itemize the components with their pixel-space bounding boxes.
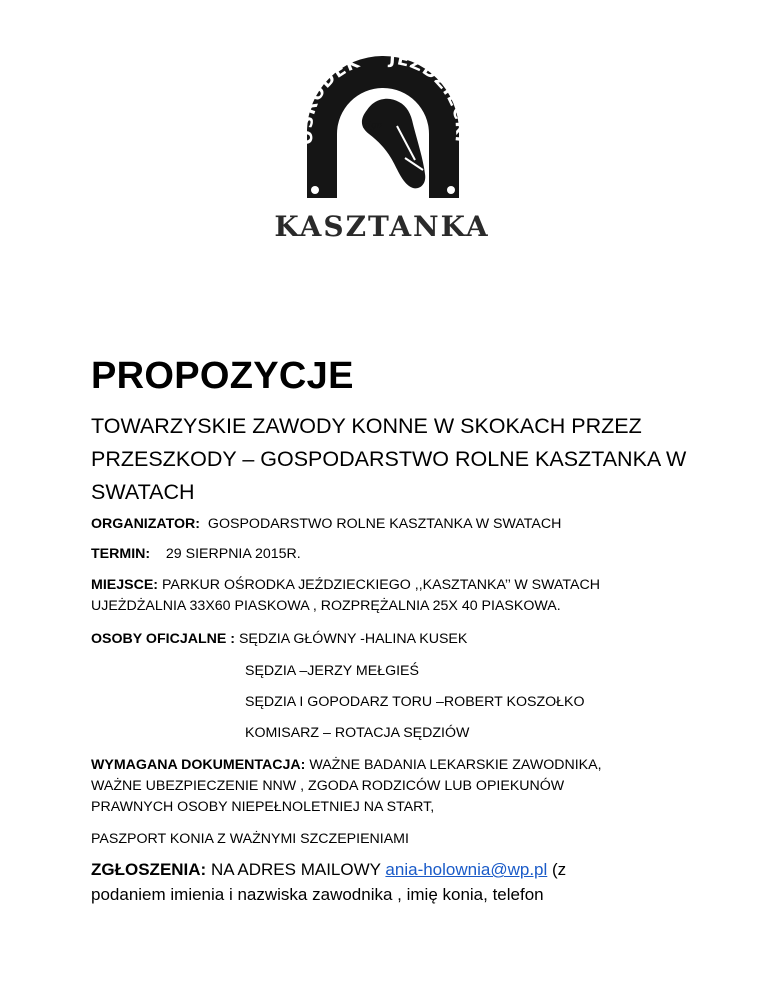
place-line xyxy=(91,575,600,596)
organizer-line xyxy=(91,514,561,535)
event-subtitle: TOWARZYSKIE ZAWODY KONNE W SKOKACH PRZEZ PRZESZKODY – GOSPODARSTWO ROLNE KASZTANKA W SWATACH xyxy=(91,414,687,504)
date-value: 29 SIERPNIA 2015R. xyxy=(165,546,301,562)
registration-line xyxy=(91,857,566,882)
documents-label: WYMAGANA DOKUMENTACJA: xyxy=(91,757,306,773)
official-item: SĘDZIA GŁÓWNY -HALINA KUSEK xyxy=(238,631,468,647)
email-link[interactable]: ania-holownia@wp.pl xyxy=(385,860,548,879)
place-value: PARKUR OŚRODKA JEŹDZIECKIEGO ,,KASZTANKA’’ W SWATACH xyxy=(161,577,600,593)
documents-line-2: WAŻNE UBEZPIECZENIE NNW , ZGODA RODZICÓW LUB OPIEKUNÓW xyxy=(91,778,565,794)
officials-label: OSOBY OFICJALNE : xyxy=(91,631,235,647)
organizer-value: GOSPODARSTWO ROLNE KASZTANKA W SWATACH xyxy=(207,516,562,532)
registration-after: (z xyxy=(552,860,567,879)
place-label: MIEJSCE: xyxy=(91,577,159,593)
horse-head-icon xyxy=(362,99,425,189)
documents-value: WAŻNE BADANIA LEKARSKIE ZAWODNIKA, xyxy=(309,757,602,773)
place-line-2: UJEŻDŻALNIA 33X60 PIASKOWA , ROZPRĘŻALNIA 25X 40 PIASKOWA. xyxy=(91,598,561,614)
logo-arc-left: OŚRODEK xyxy=(296,52,364,146)
date-line xyxy=(91,544,301,565)
registration-text: NA ADRES MAILOWY xyxy=(210,860,381,879)
svg-text:sign: sign xyxy=(363,121,383,131)
official-item: KOMISARZ – ROTACJA SĘDZIÓW xyxy=(245,725,470,741)
documents-line xyxy=(91,755,602,776)
official-item: SĘDZIA I GOPODARZ TORU –ROBERT KOSZOŁKO xyxy=(245,694,585,710)
officials-line xyxy=(91,629,467,650)
official-item: SĘDZIA –JERZY MEŁGIEŚ xyxy=(245,663,419,679)
registration-label: ZGŁOSZENIA: xyxy=(91,860,207,879)
date-label: TERMIN: xyxy=(91,546,151,562)
kasztanka-logo xyxy=(255,40,510,255)
logo-brand: KASZTANKA xyxy=(274,210,490,243)
page-title: PROPOZYCJE xyxy=(91,355,354,397)
organizer-label: ORGANIZATOR: xyxy=(91,516,201,532)
registration-line-2: podaniem imienia i nazwiska zawodnika , imię konia, telefon xyxy=(91,885,544,904)
documents-line-4: PASZPORT KONIA Z WAŻNYMI SZCZEPIENIAMI xyxy=(91,831,409,847)
logo-arc-right: JEŹDZIECKI xyxy=(388,48,472,145)
documents-line-3: PRAWNYCH OSOBY NIEPEŁNOLETNIEJ NA START, xyxy=(91,799,435,815)
